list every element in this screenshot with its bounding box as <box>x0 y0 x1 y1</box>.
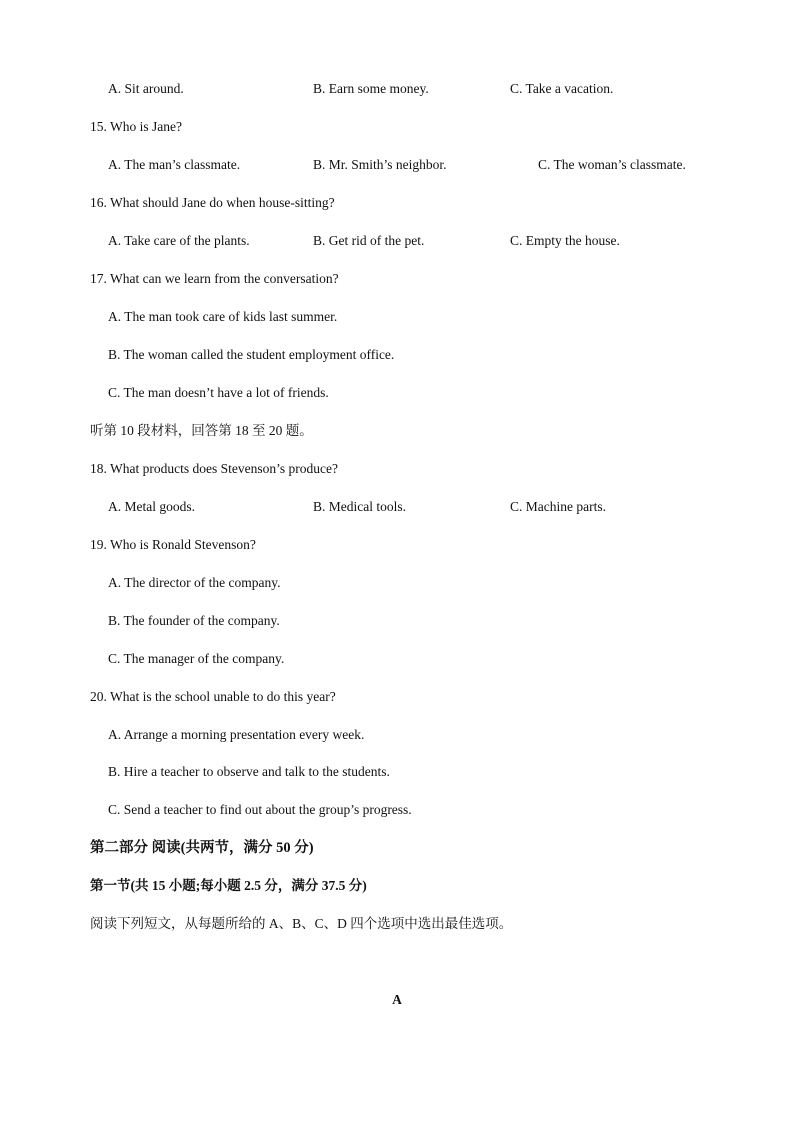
q17-option-c: C. The man doesn’t have a lot of friends. <box>108 385 329 400</box>
q16-question: 16. What should Jane do when house-sitting? <box>90 195 335 210</box>
q20-question: 20. What is the school unable to do this year? <box>90 689 336 704</box>
q14-option-a: A. Sit around. <box>108 81 184 96</box>
listening-instruction: 听第 10 段材料，回答第 18 至 20 题。 <box>90 423 313 438</box>
q19-option-b: B. The founder of the company. <box>108 613 280 628</box>
q16-option-a: A. Take care of the plants. <box>108 233 250 248</box>
q20-option-a: A. Arrange a morning presentation every week. <box>108 727 365 742</box>
q19-option-a: A. The director of the company. <box>108 575 281 590</box>
q18-option-a: A. Metal goods. <box>108 499 195 514</box>
q18-option-c: C. Machine parts. <box>510 499 606 514</box>
q16-option-b: B. Get rid of the pet. <box>313 233 425 248</box>
q18-option-b: B. Medical tools. <box>313 499 406 514</box>
reading-instruction: 阅读下列短文，从每题所给的 A、B、C、D 四个选项中选出最佳选项。 <box>90 916 513 931</box>
q17-question: 17. What can we learn from the conversation? <box>90 271 339 286</box>
q17-option-a: A. The man took care of kids last summer. <box>108 309 338 324</box>
q19-question: 19. Who is Ronald Stevenson? <box>90 537 256 552</box>
q14-option-b: B. Earn some money. <box>313 81 429 96</box>
q18-question: 18. What products does Stevenson’s produce? <box>90 461 338 476</box>
q16-option-c: C. Empty the house. <box>510 233 620 248</box>
q14-option-c: C. Take a vacation. <box>510 81 614 96</box>
section1-heading: 第一节(共 15 小题;每小题 2.5 分，满分 37.5 分) <box>90 878 367 893</box>
q20-option-b: B. Hire a teacher to observe and talk to the students. <box>108 764 390 779</box>
q17-option-b: B. The woman called the student employment office. <box>108 347 395 362</box>
q15-question: 15. Who is Jane? <box>90 119 182 134</box>
q20-option-c: C. Send a teacher to find out about the group’s progress. <box>108 802 412 817</box>
part2-heading: 第二部分 阅读(共两节，满分 50 分) <box>90 840 314 856</box>
passage-label: A <box>392 992 402 1007</box>
q15-option-a: A. The man’s classmate. <box>108 157 241 172</box>
q15-option-c: C. The woman’s classmate. <box>538 157 686 172</box>
q15-option-b: B. Mr. Smith’s neighbor. <box>313 157 447 172</box>
q19-option-c: C. The manager of the company. <box>108 651 285 666</box>
